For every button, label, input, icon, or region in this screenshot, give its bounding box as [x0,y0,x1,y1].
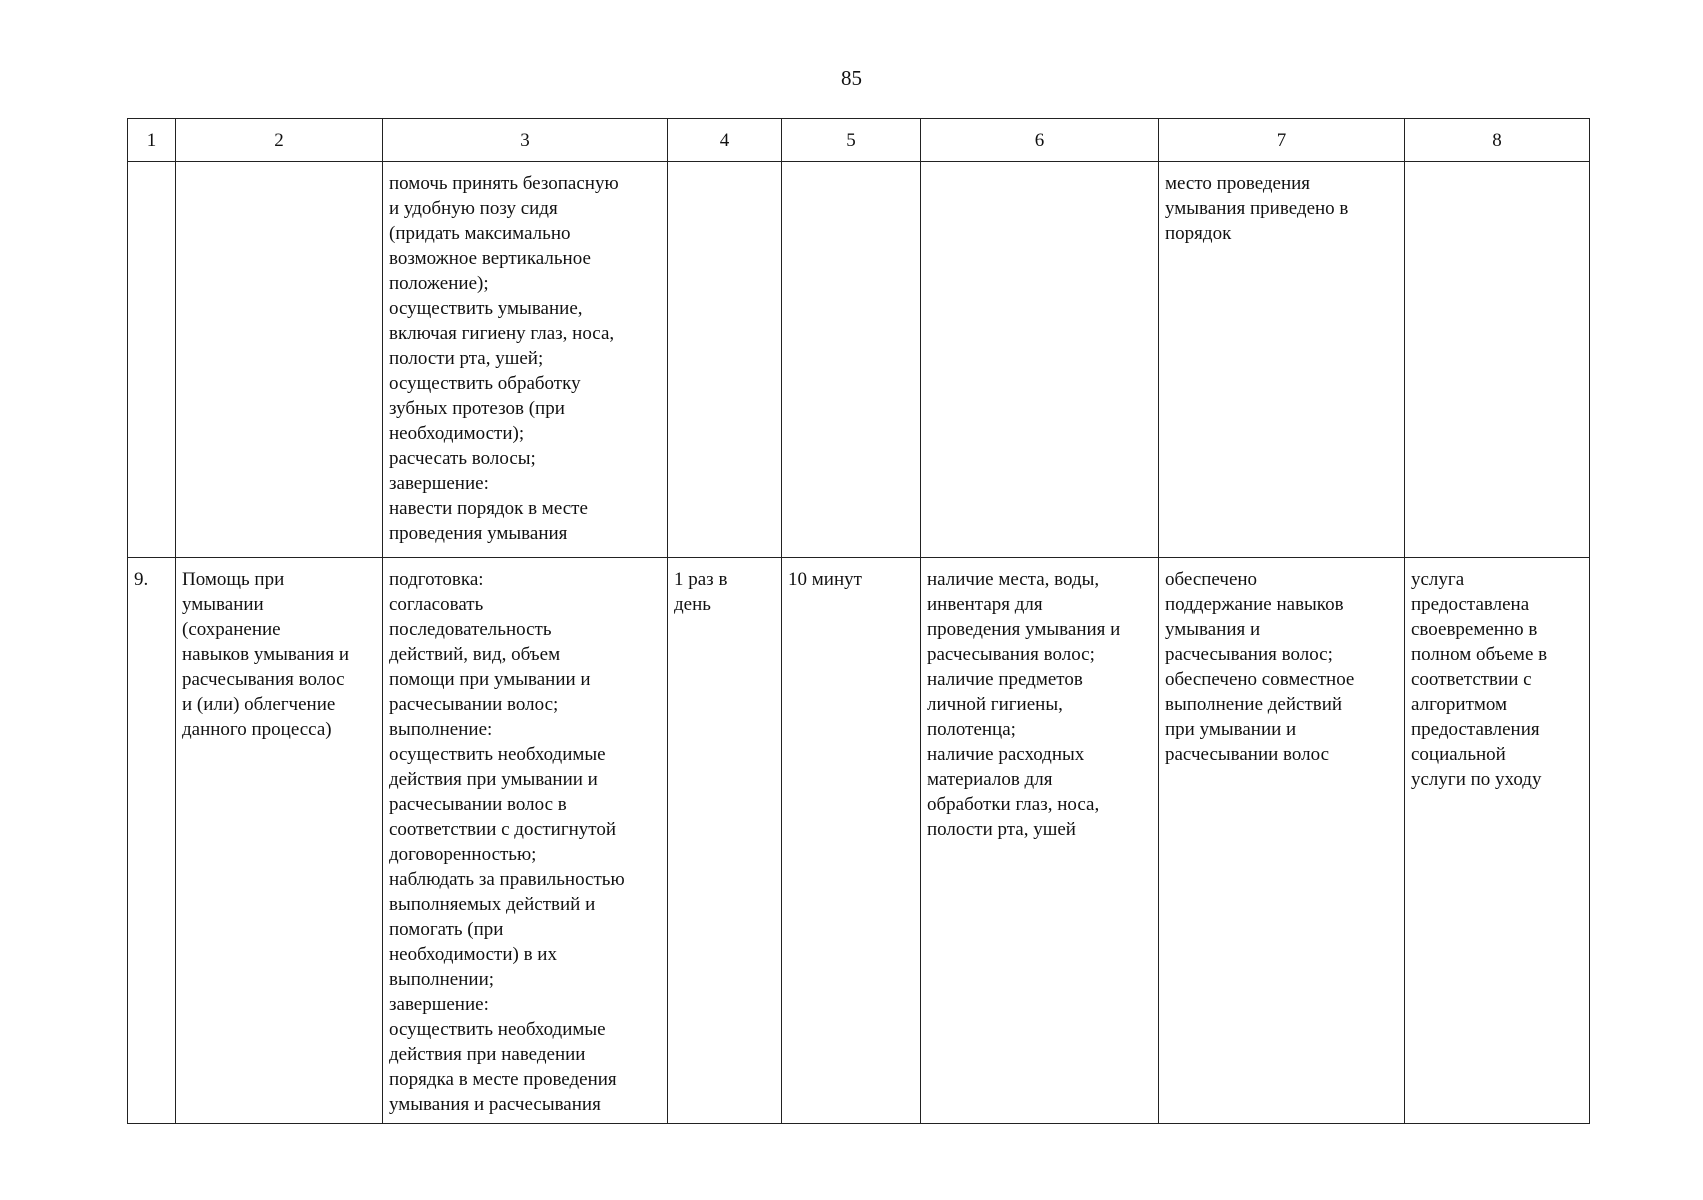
cell-number: 9. [134,569,149,590]
column-header-8: 8 [1405,119,1590,162]
column-header-7: 7 [1159,119,1405,162]
cell-service-name: Помощь при умывании (сохранение навыков умывания и расчесывания волос и (или) облегчение данного процесса) [182,569,350,740]
cell-conditions: наличие места, воды, инвентаря для проведения умывания и расчесывания волос; наличие предметов личной гигиены, полотенца; наличие расходных материалов для обработки глаз, носа, полости рта, ушей [927,569,1121,840]
table-cell [782,162,921,558]
cell-quality: услуга предоставлена своевременно в полном объеме в соответствии с алгоритмом предоставления социальной услуги по уходу [1411,569,1548,790]
table-cell [782,558,921,1124]
table-cell [128,162,176,558]
column-header-1: 1 [128,119,176,162]
cell-result: обеспечено поддержание навыков умывания и расчесывания волос; обеспечено совместное выполнение действий при умывании и расчесывании волос [1165,569,1355,765]
table-cell [128,558,176,1124]
column-header-3: 3 [383,119,668,162]
table-row [128,558,1590,1124]
table-cell [921,558,1159,1124]
table-cell [668,558,782,1124]
cell-procedure: помочь принять безопасную и удобную позу сидя (придать максимально возможное вертикальное положение); осуществить умывание, включая гигиену глаз, носа, полости рта, ушей; осуществить обработку зубных протезов (при необходимости); расчесать волосы; завершение: навести порядок в месте проведения умывания [389,173,619,544]
column-header-4: 4 [668,119,782,162]
table-cell [176,558,383,1124]
column-header-2: 2 [176,119,383,162]
table-row [128,162,1590,558]
table-cell [668,162,782,558]
column-header-5: 5 [782,119,921,162]
table-cell [1159,162,1405,558]
table-cell [383,162,668,558]
services-table [127,118,1590,1124]
cell-result: место проведения умывания приведено в порядок [1165,173,1349,244]
table-cell [176,162,383,558]
cell-frequency: 1 раз в день [674,569,728,615]
table-cell [1405,558,1590,1124]
table-cell [921,162,1159,558]
cell-duration: 10 минут [788,569,862,590]
column-header-6: 6 [921,119,1159,162]
table-header-row [128,119,1590,162]
table-cell [1405,162,1590,558]
cell-procedure: подготовка: согласовать последовательность действий, вид, объем помощи при умывании и расчесывании волос; выполнение: осуществить необходимые действия при умывании и расчесывании волос в соответствии с достигнутой договоренностью; наблюдать за правильностью выполняемых действий и помогать (при необходимости) в их выполнении; завершение: осуществить необходимые действия при наведении порядка в месте проведения умывания и расчесывания [389,569,625,1115]
page-number: 85 [841,66,862,90]
table-cell [383,558,668,1124]
table-cell [1159,558,1405,1124]
